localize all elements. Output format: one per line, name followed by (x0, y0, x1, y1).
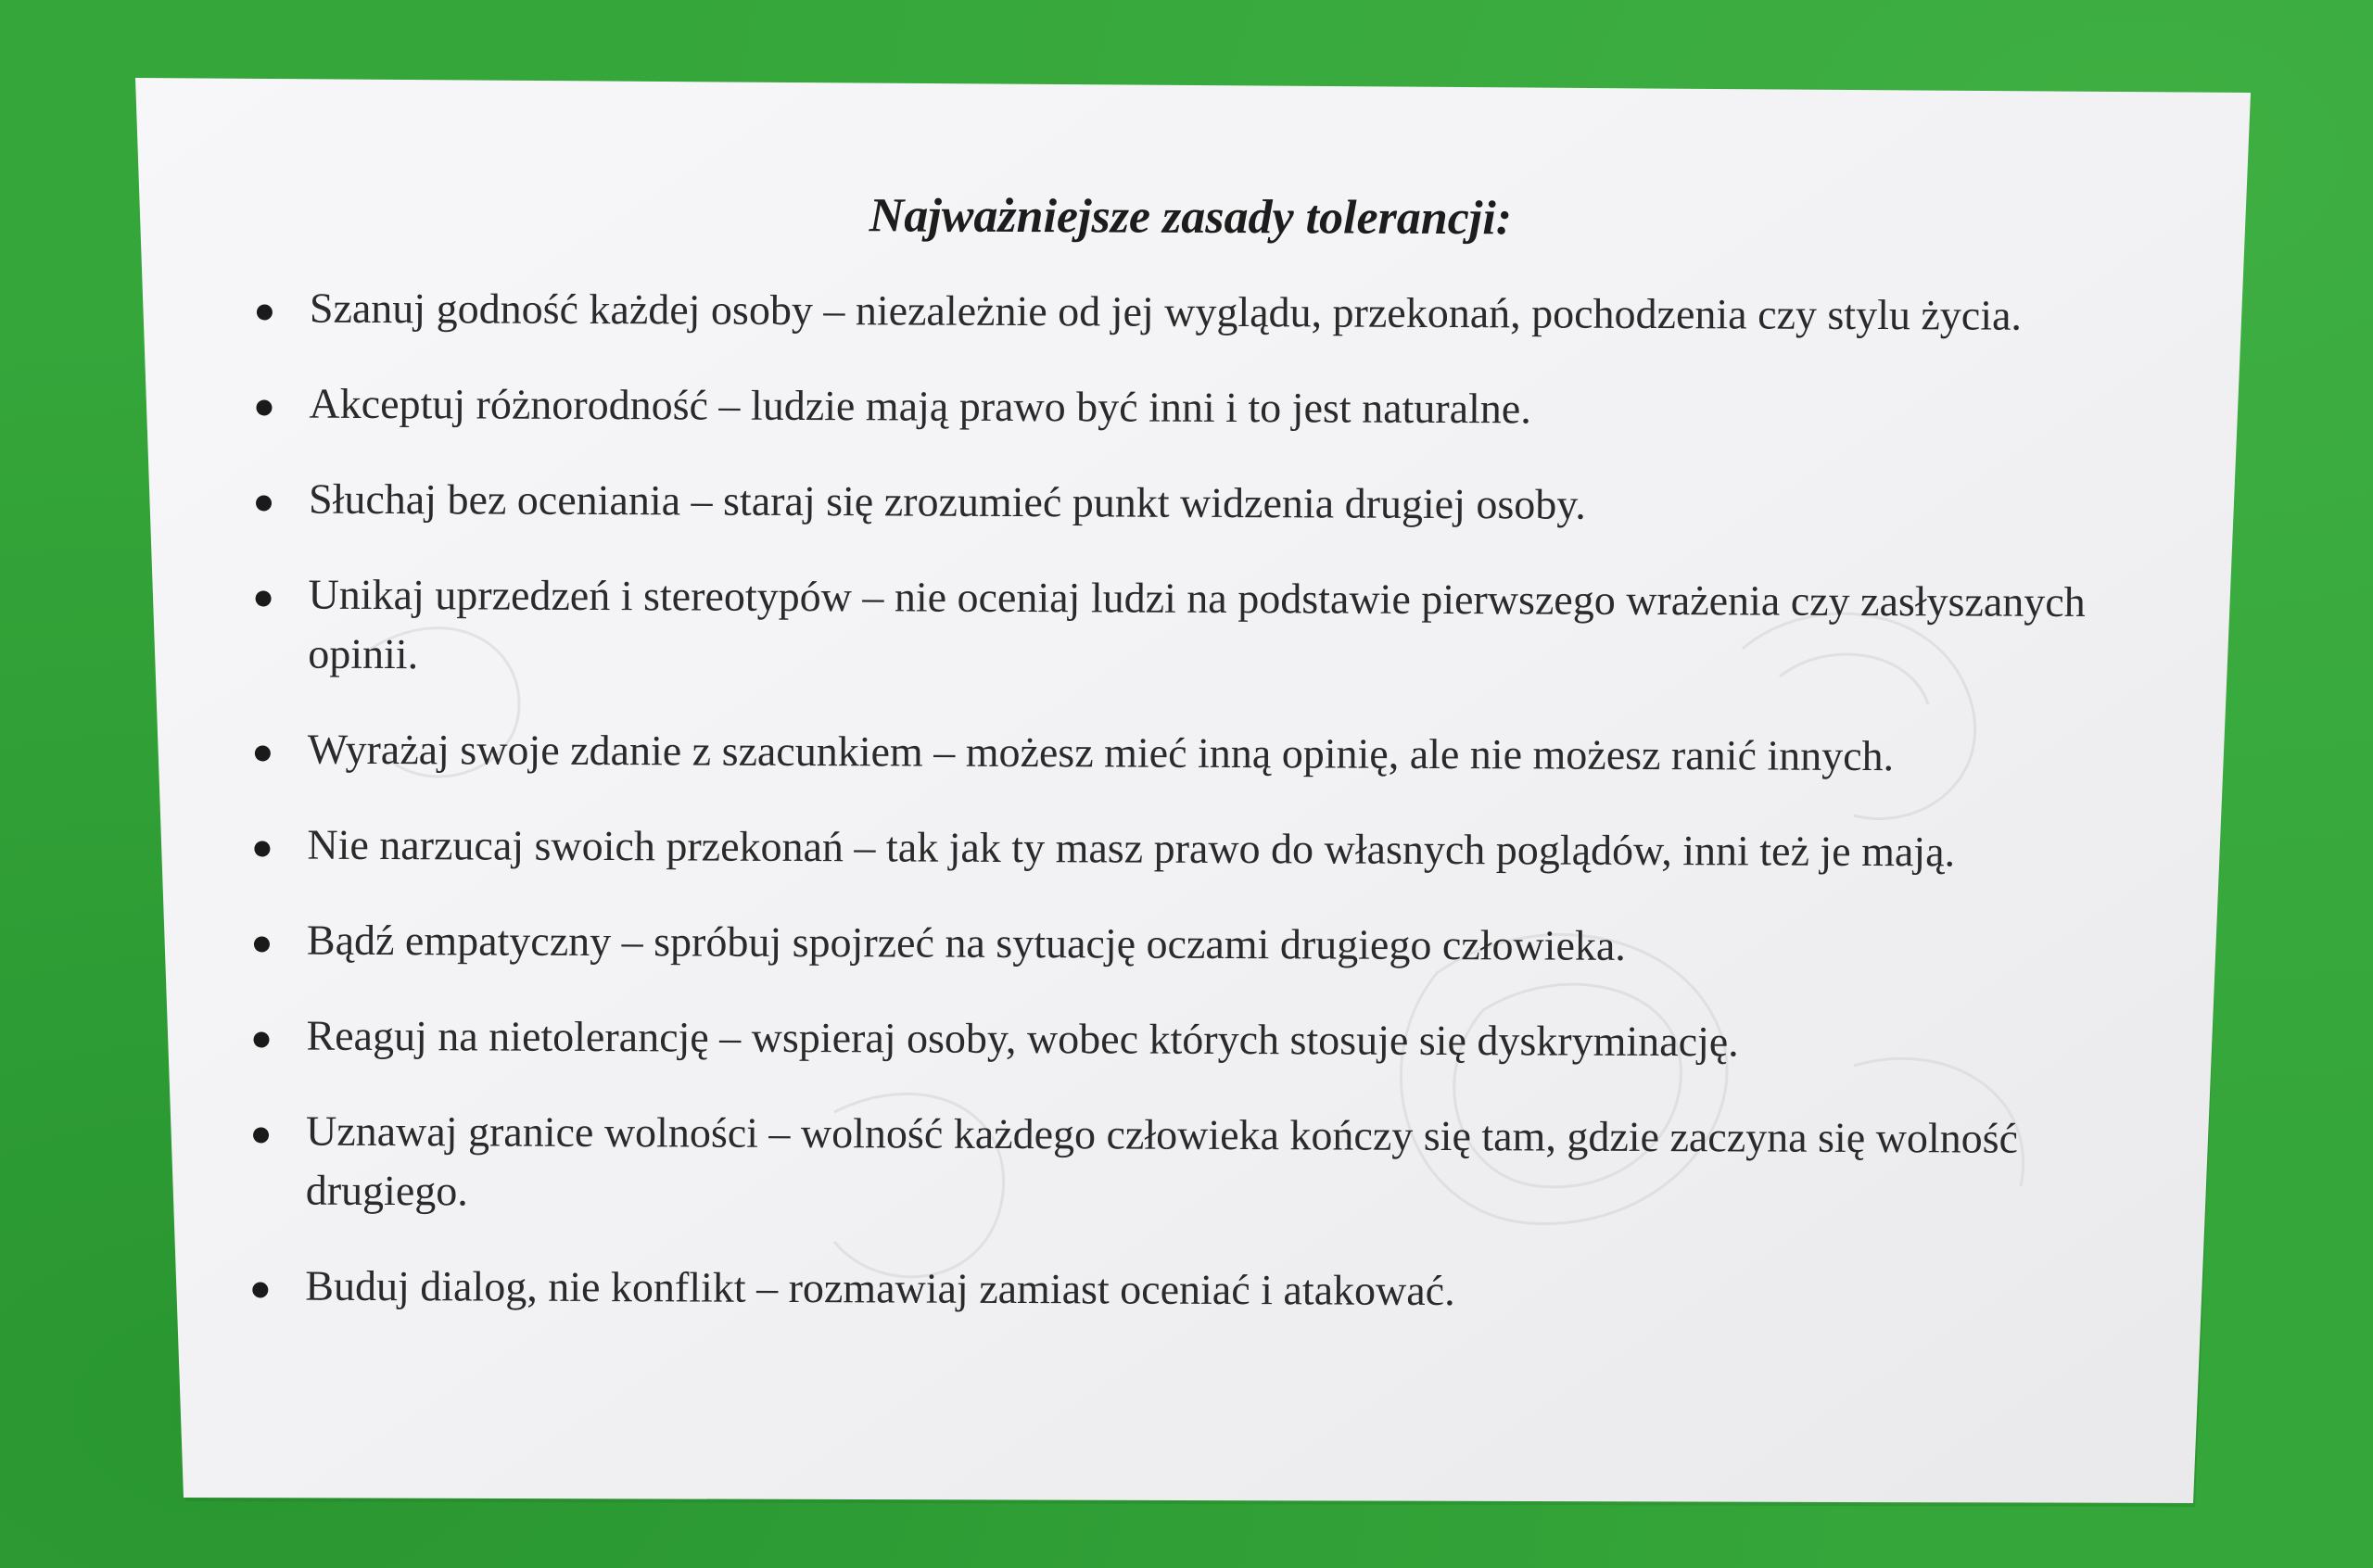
rules-list (161, 278, 2113, 1359)
bullet-icon (254, 841, 270, 856)
list-item (166, 278, 2113, 346)
rule-text: Wyrażaj swoje zdanie z szacunkiem – możesz mieć inną opinię, ale nie możesz ranić innych. (307, 725, 1895, 780)
sheet-content (160, 83, 2215, 1483)
bullet-icon (256, 495, 272, 511)
list-item (165, 373, 2112, 441)
bullet-icon (254, 936, 270, 952)
bullet-icon (253, 1127, 269, 1143)
list-item (165, 469, 2112, 537)
rule-text: Unikaj uprzedzeń i stereotypów – nie oceniaj ludzi na podstawie pierwszego wrażenia czy zasłyszanych opinii. (308, 570, 2086, 678)
list-item (162, 1005, 2109, 1073)
bullet-icon (252, 1282, 268, 1297)
rule-text: Słuchaj bez oceniania – staraj się zrozumieć punkt widzenia drugiej osoby. (308, 474, 1586, 528)
page-title: Najważniejsze zasady tolerancji: (869, 189, 1513, 246)
rule-text: Nie narzucaj swoich przekonań – tak jak ty masz prawo do własnych poglądów, inni też je mają. (307, 820, 1956, 876)
rule-text: Reaguj na nietolerancję – wspieraj osoby, wobec których stosuje się dyskryminację. (306, 1011, 1739, 1066)
rule-text: Szanuj godność każdej osoby – niezależnie od jej wyglądu, przekonań, pochodzenia czy stylu życia. (309, 284, 2023, 339)
bullet-icon (257, 304, 273, 320)
rule-text: Uznawaj granice wolności – wolność każdego człowieka kończy się tam, gdzie zaczyna się wolność drugiego. (305, 1106, 2019, 1215)
bullet-icon (256, 590, 272, 606)
list-item (163, 910, 2110, 978)
rule-text: Bądź empatyczny – spróbuj spojrzeć na sytuację oczami drugiego człowieka. (306, 916, 1626, 969)
list-item (164, 564, 2112, 691)
list-item (162, 1101, 2110, 1228)
list-item (161, 1256, 2108, 1323)
rule-text: Akceptuj różnorodność – ludzie mają prawo być inni i to jest naturalne. (309, 379, 1531, 433)
list-item (163, 815, 2110, 882)
list-item (164, 719, 2111, 787)
bullet-icon (256, 399, 272, 415)
rule-text: Buduj dialog, nie konflikt – rozmawiaj zamiast oceniać i atakować. (305, 1261, 1455, 1315)
bullet-icon (255, 745, 271, 761)
bullet-icon (253, 1031, 269, 1047)
